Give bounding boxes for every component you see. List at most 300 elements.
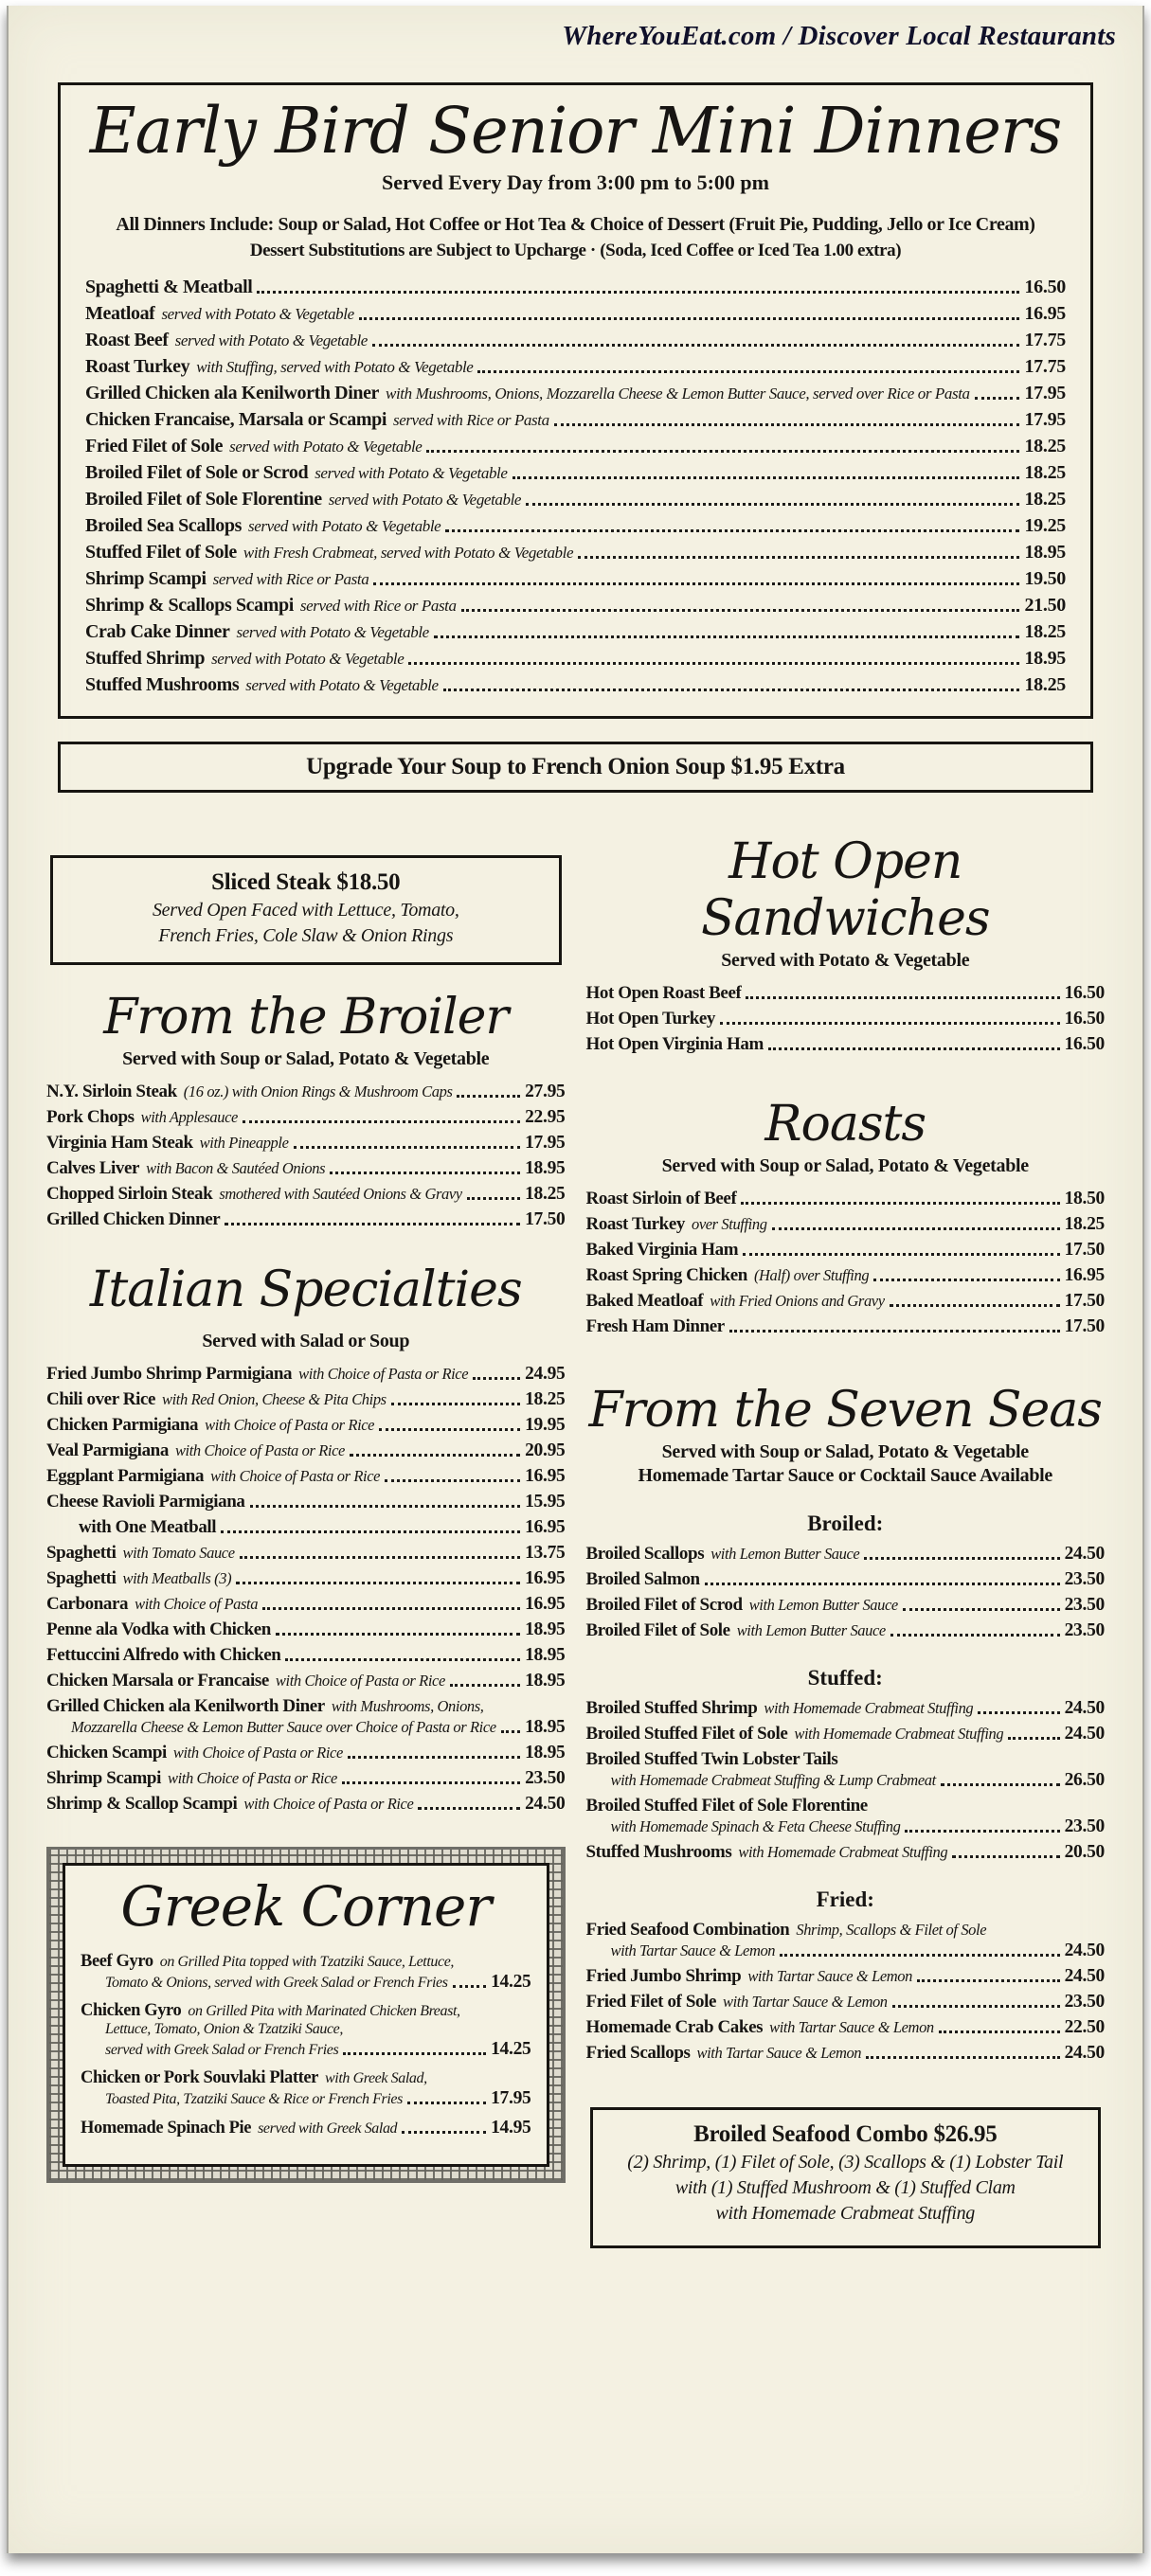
- item-price: 17.95: [1024, 409, 1066, 431]
- item-price: 18.95: [525, 1158, 566, 1179]
- item-name: Fried Jumbo Shrimp Parmigiana: [46, 1363, 293, 1384]
- item-price: 19.25: [1024, 515, 1066, 537]
- menu-item: [85, 277, 1066, 298]
- item-name: Fresh Ham Dinner: [585, 1315, 725, 1336]
- item-desc: with Choice of Pasta or Rice: [205, 1415, 375, 1434]
- item-desc: with Tartar Sauce & Lemon: [696, 2043, 862, 2062]
- item-desc: served with Greek Salad: [258, 2120, 398, 2137]
- dot-leader: [890, 1634, 1060, 1637]
- section-from-the-broiler: [46, 990, 566, 1230]
- section-roasts: [586, 1097, 1106, 1337]
- item-desc: with Tartar Sauce & Lemon: [723, 1992, 888, 2011]
- item-name: Stuffed Shrimp: [85, 648, 206, 670]
- item-price: 14.25: [491, 2038, 531, 2059]
- item-price: 24.50: [1064, 1723, 1105, 1744]
- item-desc: with Red Onion, Cheese & Pita Chips: [162, 1389, 387, 1408]
- item-name: Grilled Chicken ala Kenilworth Diner: [46, 1695, 325, 1716]
- item-price: 18.25: [1024, 436, 1066, 457]
- menu-item: [81, 2001, 531, 2060]
- menu-item: [586, 1698, 1106, 1719]
- dot-leader: [890, 1304, 1060, 1307]
- item-name: Chicken Scampi: [46, 1742, 167, 1762]
- section-title: From the Broiler: [103, 989, 509, 1046]
- item-desc: served with Potato & Vegetable: [161, 305, 354, 324]
- menu-item: [46, 1364, 566, 1385]
- dot-leader: [372, 344, 1020, 347]
- italian-item-list: [46, 1364, 566, 1815]
- dot-leader: [720, 1022, 1060, 1025]
- dot-leader: [359, 317, 1020, 320]
- menu-item: [46, 1645, 566, 1666]
- item-desc: with Choice of Pasta or Rice: [174, 1440, 345, 1459]
- menu-item: [46, 1107, 566, 1128]
- menu-item: [586, 1724, 1106, 1744]
- dot-leader: [221, 1530, 520, 1533]
- item-name: Hot Open Virginia Ham: [585, 1033, 764, 1054]
- menu-item: [85, 436, 1066, 457]
- item-name: Spaghetti & Meatball: [85, 277, 253, 298]
- section-seven-seas: [586, 1383, 1106, 2064]
- item-name: Broiled Stuffed Filet of Sole Florentine: [585, 1795, 868, 1816]
- item-price: 23.50: [1064, 1991, 1105, 2012]
- item-name: Broiled Filet of Scrod: [585, 1594, 743, 1615]
- item-price: 26.50: [1064, 1769, 1105, 1790]
- item-desc: with Fresh Crabmeat, served with Potato & Vegetable: [243, 544, 574, 563]
- dot-leader: [250, 1505, 521, 1508]
- item-name: Chicken Francaise, Marsala or Scampi: [85, 409, 387, 431]
- section-subtitle: Served with Salad or Soup: [202, 1330, 410, 1351]
- greek-item-list: [81, 1952, 531, 2138]
- menu-item: [586, 1291, 1106, 1312]
- item-name: Shrimp & Scallops Scampi: [85, 595, 294, 617]
- item-price: 16.95: [525, 1567, 566, 1588]
- menu-item: [46, 1415, 566, 1436]
- menu-item: [85, 356, 1066, 378]
- dot-leader: [342, 1781, 520, 1784]
- item-name: Crab Cake Dinner: [85, 621, 230, 643]
- item-name: Spaghetti: [46, 1542, 117, 1563]
- item-price: 18.25: [1064, 1213, 1105, 1234]
- dot-leader: [772, 1227, 1060, 1230]
- item-price: 24.95: [525, 1363, 566, 1384]
- item-desc: served with Potato & Vegetable: [229, 438, 423, 456]
- item-price: 23.50: [525, 1767, 566, 1788]
- item-desc: with Fried Onions and Gravy: [710, 1291, 885, 1310]
- item-price: 16.95: [525, 1593, 566, 1614]
- item-price: 23.50: [1064, 1816, 1105, 1836]
- item-name: Baked Meatloaf: [585, 1290, 704, 1311]
- menu-item: [85, 674, 1066, 696]
- dot-leader: [473, 1377, 520, 1380]
- menu-item: [81, 1952, 531, 1993]
- item-price: 18.25: [525, 1388, 566, 1409]
- dot-leader: [743, 1253, 1059, 1256]
- sliced-steak-box: [50, 855, 562, 965]
- item-price: 14.95: [491, 2117, 531, 2138]
- item-name: Roast Turkey: [585, 1213, 685, 1234]
- item-price: 18.95: [525, 1716, 566, 1737]
- item-desc: with Stuffing, served with Potato & Vegetable: [196, 358, 474, 377]
- dot-leader: [917, 1979, 1060, 1982]
- item-name: Homemade Spinach Pie: [81, 2118, 252, 2138]
- item-price: 17.75: [1024, 356, 1066, 378]
- item-price: 16.50: [1064, 982, 1105, 1003]
- item-desc: with Tomato Sauce: [122, 1543, 235, 1562]
- menu-item: [85, 542, 1066, 564]
- item-desc: with Homemade Spinach & Feta Cheese Stuffing: [610, 1816, 901, 1835]
- dot-leader: [554, 423, 1020, 426]
- item-name: Broiled Salmon: [585, 1568, 700, 1589]
- seafood-combo-line: (2) Shrimp, (1) Filet of Sole, (3) Scallops & (1) Lobster Tail: [627, 2151, 1064, 2173]
- menu-item: [46, 1794, 566, 1815]
- item-name: Broiled Filet of Sole or Scrod: [85, 462, 309, 484]
- menu-item: [586, 1265, 1106, 1286]
- item-desc: with Choice of Pasta or Rice: [167, 1768, 337, 1787]
- dot-leader: [343, 2052, 486, 2055]
- item-name: Fried Filet of Sole: [585, 1991, 716, 2012]
- dot-leader: [257, 291, 1019, 294]
- menu-page: [7, 6, 1144, 2553]
- menu-item: [46, 1389, 566, 1410]
- section-subtitle: Served with Potato & Vegetable: [721, 949, 970, 971]
- item-desc: on Grilled Pita with Marinated Chicken Breast,: [188, 2002, 460, 2019]
- dot-leader: [453, 1985, 487, 1988]
- item-name: Veal Parmigiana: [46, 1440, 169, 1460]
- item-name: Chicken or Pork Souvlaki Platter: [81, 2067, 318, 2087]
- item-desc: with Homemade Crabmeat Stuffing & Lump Crabmeat: [610, 1770, 936, 1789]
- seven-seas-fried-list: [586, 1920, 1106, 2064]
- item-desc: served with Rice or Pasta: [299, 597, 457, 616]
- item-desc: served with Rice or Pasta: [212, 570, 369, 589]
- menu-item: [85, 383, 1066, 404]
- dot-leader: [978, 1711, 1059, 1714]
- item-name: Calves Liver: [46, 1158, 140, 1179]
- dot-leader: [513, 476, 1020, 479]
- menu-item: [46, 1568, 566, 1589]
- greek-corner-inner: [63, 1863, 549, 2167]
- item-price: 16.50: [1024, 277, 1066, 298]
- item-name: Chili over Rice: [46, 1388, 156, 1409]
- section-italian-specialties: [46, 1262, 566, 1815]
- item-price: 16.50: [1064, 1008, 1105, 1029]
- item-price: 15.95: [525, 1491, 566, 1512]
- menu-item: [586, 983, 1106, 1004]
- site-header-text: WhereYouEat.com / Discover Local Restaurants: [562, 21, 1116, 51]
- item-desc: with Homemade Crabmeat Stuffing: [764, 1698, 974, 1717]
- item-price: 24.50: [1064, 1965, 1105, 1986]
- seafood-combo-line: with (1) Stuffed Mushroom & (1) Stuffed Clam: [674, 2176, 1016, 2198]
- menu-item: [586, 1009, 1106, 1029]
- item-desc: served with Potato & Vegetable: [248, 517, 441, 536]
- section-hot-open-sandwiches: [586, 834, 1106, 1055]
- item-price: 16.95: [1024, 303, 1066, 325]
- item-price: 24.50: [1064, 1940, 1105, 1960]
- dot-leader: [350, 1454, 520, 1457]
- menu-item: [586, 1749, 1106, 1791]
- dot-leader: [379, 1428, 520, 1431]
- dot-leader: [426, 450, 1019, 453]
- dot-leader: [262, 1607, 520, 1610]
- item-desc: Tomato & Onions, served with Greek Salad or French Fries: [105, 1974, 448, 1991]
- item-desc: with Lemon Butter Sauce: [736, 1620, 886, 1639]
- menu-item: [81, 2118, 531, 2138]
- item-price: 17.95: [525, 1133, 566, 1154]
- menu-item: [85, 330, 1066, 351]
- menu-item: [46, 1133, 566, 1154]
- dot-leader: [705, 1583, 1060, 1585]
- menu-item: [81, 2068, 531, 2109]
- item-price: 18.50: [1064, 1188, 1105, 1208]
- group-label-broiled: Broiled:: [807, 1511, 884, 1535]
- menu-item: [46, 1619, 566, 1640]
- dot-leader: [905, 1830, 1059, 1833]
- item-name: Carbonara: [46, 1593, 129, 1614]
- item-price: 18.25: [1024, 462, 1066, 484]
- early-bird-item-list: [85, 277, 1066, 696]
- item-name: Cheese Ravioli Parmigiana: [46, 1491, 245, 1512]
- menu-item: [46, 1158, 566, 1179]
- menu-item: [46, 1466, 566, 1487]
- item-name: Roast Sirloin of Beef: [585, 1188, 737, 1208]
- menu-item: [46, 1440, 566, 1461]
- item-price: 23.50: [1064, 1594, 1105, 1615]
- item-desc: with Greek Salad,: [325, 2069, 427, 2086]
- menu-item: [586, 1966, 1106, 1987]
- dot-leader: [385, 1479, 520, 1482]
- item-price: 18.95: [1024, 648, 1066, 670]
- section-title: Hot Open Sandwiches: [700, 833, 990, 948]
- menu-item: [46, 1082, 566, 1102]
- dot-leader: [1008, 1737, 1059, 1740]
- item-price: 18.25: [1024, 621, 1066, 643]
- dot-leader: [526, 503, 1019, 506]
- broiler-item-list: [46, 1082, 566, 1230]
- item-price: 19.50: [1024, 568, 1066, 590]
- item-name: Hot Open Turkey: [585, 1008, 716, 1029]
- menu-item: [46, 1743, 566, 1763]
- dot-leader: [461, 609, 1020, 612]
- menu-item: [85, 489, 1066, 510]
- dot-leader: [903, 1608, 1060, 1611]
- group-label-stuffed: Stuffed:: [807, 1665, 883, 1690]
- sliced-steak-line: Served Open Faced with Lettuce, Tomato,: [152, 900, 459, 921]
- item-desc: with Tartar Sauce & Lemon: [747, 1966, 912, 1985]
- menu-item: [586, 1214, 1106, 1235]
- item-name: Chicken Parmigiana: [46, 1414, 199, 1435]
- dot-leader: [780, 1954, 1059, 1957]
- dot-leader: [450, 1684, 520, 1687]
- menu-item: [85, 303, 1066, 325]
- menu-item: [46, 1696, 566, 1738]
- item-price: 14.25: [491, 1971, 531, 1992]
- menu-item: [46, 1543, 566, 1564]
- item-desc: with Applesauce: [140, 1108, 238, 1127]
- dot-leader: [873, 1279, 1059, 1281]
- item-name: Shrimp & Scallop Scampi: [46, 1793, 238, 1814]
- item-desc: Toasted Pita, Tzatziki Sauce & Rice or French Fries: [105, 2090, 403, 2107]
- menu-item: [586, 1316, 1106, 1337]
- early-bird-note-includes: All Dinners Include: Soup or Salad, Hot Coffee or Hot Tea & Choice of Dessert (Fruit Pie, Pudding, Jello or Ice Cream): [116, 214, 1035, 236]
- item-price: 17.95: [1024, 383, 1066, 404]
- menu-item: [586, 2017, 1106, 2038]
- item-price: 16.95: [1064, 1264, 1105, 1285]
- dot-leader: [348, 1756, 520, 1759]
- dot-leader: [373, 582, 1019, 585]
- dot-leader: [457, 1095, 520, 1098]
- item-name: Chicken Gyro: [81, 2000, 182, 2020]
- menu-item: [46, 1492, 566, 1512]
- dot-leader: [864, 1557, 1059, 1560]
- item-desc: over Stuffing: [691, 1214, 767, 1233]
- item-price: 19.95: [525, 1414, 566, 1435]
- item-price: 18.25: [1024, 674, 1066, 696]
- item-price: 24.50: [1064, 1697, 1105, 1718]
- dot-leader: [952, 1855, 1059, 1858]
- item-desc: with Choice of Pasta or Rice: [298, 1364, 469, 1383]
- item-desc: with Bacon & Sautéed Onions: [146, 1159, 326, 1178]
- seven-seas-stuffed-list: [586, 1698, 1106, 1863]
- seafood-combo-title: Broiled Seafood Combo $26.95: [693, 2120, 998, 2147]
- item-name: Virginia Ham Steak: [46, 1133, 193, 1154]
- section-title: Italian Specialties: [89, 1261, 522, 1319]
- item-price: 17.50: [525, 1209, 566, 1230]
- dot-leader: [236, 1582, 520, 1584]
- item-price: 23.50: [1064, 1619, 1105, 1640]
- item-desc: served with Greek Salad or French Fries: [105, 2041, 339, 2058]
- item-name: Broiled Filet of Sole: [585, 1619, 730, 1640]
- item-desc: with Choice of Pasta or Rice: [243, 1794, 414, 1813]
- item-price: 18.95: [1024, 542, 1066, 564]
- menu-item: [586, 1620, 1106, 1641]
- item-desc: with Pineapple: [199, 1134, 289, 1153]
- menu-item: [586, 1240, 1106, 1261]
- item-desc: with Mushrooms, Onions, Mozzarella Cheese & Lemon Butter Sauce, served over Rice or Pasta: [386, 385, 970, 403]
- item-desc: with Mushrooms, Onions,: [331, 1696, 484, 1715]
- seafood-combo-line: with Homemade Crabmeat Stuffing: [715, 2202, 975, 2224]
- item-desc: with Choice of Pasta or Rice: [275, 1671, 445, 1690]
- menu-item: [586, 1544, 1106, 1565]
- item-desc: with Lemon Butter Sauce: [748, 1595, 898, 1614]
- item-price: 13.75: [525, 1542, 566, 1563]
- dot-leader: [941, 1783, 1060, 1786]
- item-price: 17.75: [1024, 330, 1066, 351]
- early-bird-note-substitutions: Dessert Substitutions are Subject to Upcharge · (Soda, Iced Coffee or Iced Tea 1.00 extra): [249, 241, 902, 261]
- menu-item: [586, 1034, 1106, 1055]
- menu-item: [586, 1842, 1106, 1863]
- item-desc: Shrimp, Scallops & Filet of Sole: [796, 1920, 987, 1939]
- item-name: Spaghetti: [46, 1567, 117, 1588]
- item-desc: served with Potato & Vegetable: [315, 464, 508, 483]
- dot-leader: [407, 2102, 486, 2104]
- menu-item: [85, 568, 1066, 590]
- item-name: Fried Scallops: [585, 2042, 691, 2063]
- item-name: Fettuccini Alfredo with Chicken: [46, 1644, 281, 1665]
- item-name: Fried Seafood Combination: [585, 1919, 790, 1940]
- item-price: 16.95: [525, 1465, 566, 1486]
- item-name: Chopped Sirloin Steak: [46, 1184, 213, 1205]
- dot-leader: [276, 1633, 520, 1636]
- item-desc: (Half) over Stuffing: [753, 1265, 870, 1284]
- item-desc: with Lemon Butter Sauce: [710, 1544, 860, 1563]
- menu-item: [46, 1209, 566, 1230]
- dot-leader: [330, 1172, 520, 1174]
- section-subtitle: Homemade Tartar Sauce or Cocktail Sauce Available: [638, 1464, 1052, 1486]
- dot-leader: [294, 1146, 521, 1149]
- seafood-combo-box: [590, 2107, 1102, 2248]
- item-price: 18.25: [525, 1184, 566, 1205]
- item-name: with One Meatball: [79, 1516, 217, 1537]
- item-price: 17.50: [1064, 1290, 1105, 1311]
- dot-leader: [768, 1047, 1060, 1050]
- seven-seas-broiled-list: [586, 1544, 1106, 1641]
- item-price: 24.50: [1064, 2042, 1105, 2063]
- dot-leader: [975, 397, 1020, 400]
- item-price: 18.95: [525, 1670, 566, 1690]
- item-name: Stuffed Filet of Sole: [85, 542, 237, 564]
- dot-leader: [477, 370, 1019, 373]
- menu-item: [586, 1992, 1106, 2012]
- menu-item: [46, 1594, 566, 1615]
- item-price: 17.50: [1064, 1315, 1105, 1336]
- section-subtitle: Served with Soup or Salad, Potato & Vegetable: [122, 1048, 490, 1070]
- item-name: Fried Jumbo Shrimp: [585, 1965, 742, 1986]
- item-name: Roast Spring Chicken: [585, 1264, 747, 1285]
- item-desc: with Choice of Pasta: [135, 1594, 259, 1613]
- sliced-steak-line: French Fries, Cole Slaw & Onion Rings: [158, 925, 454, 947]
- dot-leader: [391, 1403, 520, 1405]
- item-name: Chicken Marsala or Francaise: [46, 1670, 269, 1690]
- item-name: Shrimp Scampi: [46, 1767, 161, 1788]
- item-desc: with Homemade Crabmeat Stuffing: [738, 1842, 948, 1861]
- menu-item: [46, 1184, 566, 1205]
- dot-leader: [285, 1658, 520, 1661]
- item-desc: with Tartar Sauce & Lemon: [769, 2017, 934, 2036]
- dot-leader: [501, 1730, 520, 1733]
- item-desc: (16 oz.) with Onion Rings & Mushroom Caps: [183, 1082, 453, 1101]
- dot-leader: [741, 1202, 1059, 1205]
- dot-leader: [408, 662, 1019, 665]
- item-price: 24.50: [1064, 1543, 1105, 1564]
- dot-leader: [443, 689, 1020, 691]
- item-name: Meatloaf: [85, 303, 155, 325]
- dot-leader: [892, 2005, 1060, 2008]
- section-title: Greek Corner: [120, 1873, 492, 1939]
- item-desc: with Homemade Crabmeat Stuffing: [794, 1724, 1004, 1743]
- item-name: Baked Virginia Ham: [585, 1239, 739, 1260]
- dot-leader: [746, 996, 1059, 999]
- item-price: 20.95: [525, 1440, 566, 1460]
- item-name: Roast Beef: [85, 330, 169, 351]
- section-subtitle: Served with Soup or Salad, Potato & Vegetable: [661, 1440, 1029, 1462]
- right-column: [586, 821, 1106, 2247]
- item-desc: with Meatballs (3): [122, 1568, 232, 1587]
- item-name: Penne ala Vodka with Chicken: [46, 1619, 271, 1639]
- item-price: 24.50: [525, 1793, 566, 1814]
- item-name: Stuffed Mushrooms: [585, 1841, 732, 1862]
- item-desc: with Choice of Pasta or Rice: [172, 1743, 343, 1762]
- item-desc: smothered with Sautéed Onions & Gravy: [219, 1185, 462, 1204]
- item-price: 18.95: [525, 1619, 566, 1639]
- menu-item: [85, 621, 1066, 643]
- dot-leader: [434, 635, 1020, 638]
- item-desc: served with Potato & Vegetable: [328, 491, 522, 510]
- menu-item: [46, 1768, 566, 1789]
- menu-item: [46, 1517, 566, 1538]
- section-title: Roasts: [764, 1095, 926, 1153]
- roasts-item-list: [586, 1189, 1106, 1337]
- item-price: 22.50: [1064, 2016, 1105, 2037]
- item-price: 23.50: [1064, 1568, 1105, 1589]
